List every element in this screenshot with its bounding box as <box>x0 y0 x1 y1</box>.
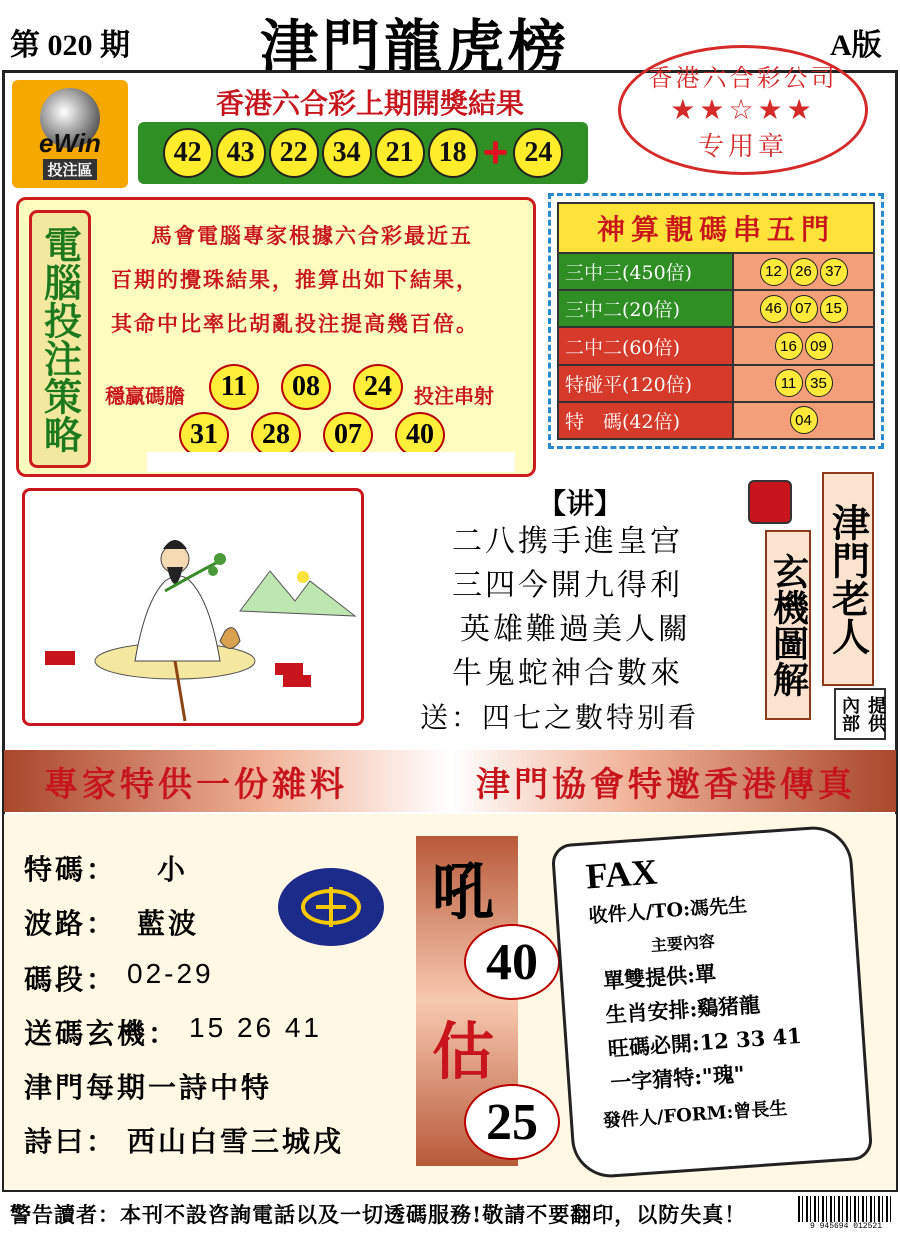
stamp-company: 香港六合彩公司 <box>648 63 838 92</box>
combo-number: 35 <box>805 369 833 397</box>
banner <box>4 750 896 812</box>
fax-to: 收件人/TO:馮先生 <box>587 894 748 928</box>
middle-number-1: 40 <box>464 924 560 1000</box>
combo-number: 11 <box>775 369 803 397</box>
emblem-symbol <box>296 882 366 932</box>
combo-row <box>559 366 873 403</box>
detail-poem <box>24 1120 344 1160</box>
detail-value: 小 <box>157 853 189 886</box>
combo-frame <box>548 193 884 449</box>
combo-label: 二中二(60倍) <box>559 328 734 363</box>
combo-number: 26 <box>790 258 818 286</box>
last-draw-heading: 香港六合彩上期開獎結果 <box>215 87 524 120</box>
logo-sub: 投注區 <box>43 159 96 180</box>
detail-wave <box>24 902 199 942</box>
tag-provided-text: 內部 <box>839 696 860 732</box>
combo-number: 37 <box>820 258 848 286</box>
middle-top-char: 吼 <box>432 855 495 928</box>
stamp-stars: ★★☆★★ <box>670 92 816 126</box>
draw-number: 18 <box>428 128 478 178</box>
detail-value: 西山白雪三城戌 <box>127 1125 345 1158</box>
detail-value: 02-29 <box>127 958 214 989</box>
detail-label: 津門每期一詩中特 <box>24 1071 273 1104</box>
special-number: 24 <box>513 128 563 178</box>
strategy-line: 其命中比率比胡亂投注提高幾百倍。 <box>111 311 479 336</box>
fax-from: 發件人/FORM:曾長生 <box>602 1098 788 1132</box>
strategy-number: 40 <box>395 412 445 458</box>
combo-number: 16 <box>775 332 803 360</box>
combo-label: 三中二(20倍) <box>559 291 734 326</box>
strategy-line: 馬會電腦專家根據六合彩最近五 <box>151 223 473 248</box>
strategy-number: 11 <box>209 364 259 410</box>
riddle-line: 送：四七之數特别看 <box>420 701 700 734</box>
plus-sign: + <box>482 128 509 177</box>
detail-label: 波路： <box>24 907 118 940</box>
ewin-logo <box>12 80 128 188</box>
fax-title: FAX <box>584 851 659 897</box>
issue-number: 第 020 期 <box>10 29 130 62</box>
banner-left: 專家特供一份雜料 <box>44 764 348 805</box>
middle-panel <box>416 836 538 1166</box>
combo-row <box>559 291 873 328</box>
detail-label: 詩曰： <box>24 1125 118 1158</box>
fax-body <box>602 951 805 1100</box>
barcode-bars <box>798 1196 894 1222</box>
detail-label: 特碼： <box>24 853 118 886</box>
detail-value: 藍波 <box>137 907 200 940</box>
draw-number: 43 <box>216 128 266 178</box>
draw-number: 42 <box>163 128 213 178</box>
strategy-number: 08 <box>281 364 331 410</box>
detail-range <box>24 958 214 998</box>
barcode-number: 9 945694 012521 <box>809 1222 882 1231</box>
fax-scroll <box>551 824 874 1180</box>
detail-send <box>24 1012 322 1052</box>
riddle-line: 英雄難過美人關 <box>460 612 691 647</box>
riddle-poem <box>420 520 750 740</box>
footer <box>0 1194 900 1234</box>
combo-label: 三中三(450倍) <box>559 254 734 289</box>
fist-icon <box>748 480 792 524</box>
combo-row <box>559 328 873 365</box>
fax-line: 生肖安排:鷄猪龍 <box>604 991 761 1028</box>
middle-bottom-char: 估 <box>432 1015 495 1088</box>
tag-hint-diagram: 玄機圖解 <box>765 530 811 720</box>
emblem-icon <box>278 868 384 946</box>
combo-number: 09 <box>805 332 833 360</box>
sage-illustration <box>25 491 361 723</box>
draw-number: 21 <box>375 128 425 178</box>
strategy-line: 百期的攪珠結果，推算出如下結果， <box>111 267 479 292</box>
tag-author: 津門老人 <box>822 472 874 686</box>
fax-subject: 主要內容 <box>650 931 716 956</box>
barcode <box>798 1196 894 1232</box>
illustration-box <box>22 488 364 726</box>
combo-label: 特 碼(42倍) <box>559 403 734 438</box>
edition-label: A版 <box>830 29 882 62</box>
fax-line: 一字猜特:"瑰" <box>609 1060 746 1096</box>
combo-number: 04 <box>790 406 818 434</box>
middle-number-2: 25 <box>464 1084 560 1160</box>
combo-title: 神算靚碼串五門 <box>559 204 873 254</box>
detail-label: 送碼玄機： <box>24 1017 180 1050</box>
fax-line: 單雙提供:單 <box>602 960 717 994</box>
tag-provided-text: 提供 <box>865 696 886 732</box>
detail-value: 15 26 41 <box>189 1012 323 1043</box>
banner-right: 津門協會特邀香港傳真 <box>476 764 856 805</box>
strategy-side-title: 電腦投注策略 <box>29 210 91 468</box>
combo-label: 特碰平(120倍) <box>559 366 734 401</box>
strategy-number: 31 <box>179 412 229 458</box>
draw-number: 22 <box>269 128 319 178</box>
footer-warning: 警告讀者：本刊不設咨詢電話以及一切透碼服務!敬請不要翻印，以防失真！ <box>10 1202 747 1227</box>
company-stamp <box>618 45 868 175</box>
riddle-heading: 【讲】 <box>538 487 623 520</box>
fax-line: 旺碼必開:12 33 41 <box>607 1022 803 1062</box>
strategy-text <box>111 214 531 346</box>
detail-special <box>24 848 188 888</box>
strategy-number: 24 <box>353 364 403 410</box>
riddle-line: 二八携手進皇宫 <box>452 524 683 559</box>
page-title: 津門龍虎榜 <box>260 13 571 81</box>
strategy-box <box>16 197 536 477</box>
combo-number: 12 <box>760 258 788 286</box>
riddle-line: 三四今開九得利 <box>452 568 683 603</box>
combo-row <box>559 403 873 438</box>
draw-number: 34 <box>322 128 372 178</box>
last-draw-numbers <box>138 122 588 184</box>
combo-number: 15 <box>820 295 848 323</box>
riddle-line: 牛鬼蛇神合數來 <box>452 656 683 691</box>
strategy-number: 28 <box>251 412 301 458</box>
tag-provided <box>834 688 886 740</box>
combo-row <box>559 254 873 291</box>
detail-poem-label <box>24 1066 272 1106</box>
combo-table <box>557 202 875 440</box>
strategy-number: 07 <box>323 412 373 458</box>
detail-label: 碼段： <box>24 963 118 996</box>
combo-number: 07 <box>790 295 818 323</box>
strategy-row1 <box>209 364 403 410</box>
strategy-left-label: 穩贏碼膽 <box>105 384 185 408</box>
stamp-label: 专用章 <box>697 131 788 162</box>
logo-brand: eWin <box>39 128 101 158</box>
combo-number: 46 <box>760 295 788 323</box>
blank-bar <box>147 452 515 472</box>
strategy-right-label: 投注串射 <box>414 384 494 408</box>
